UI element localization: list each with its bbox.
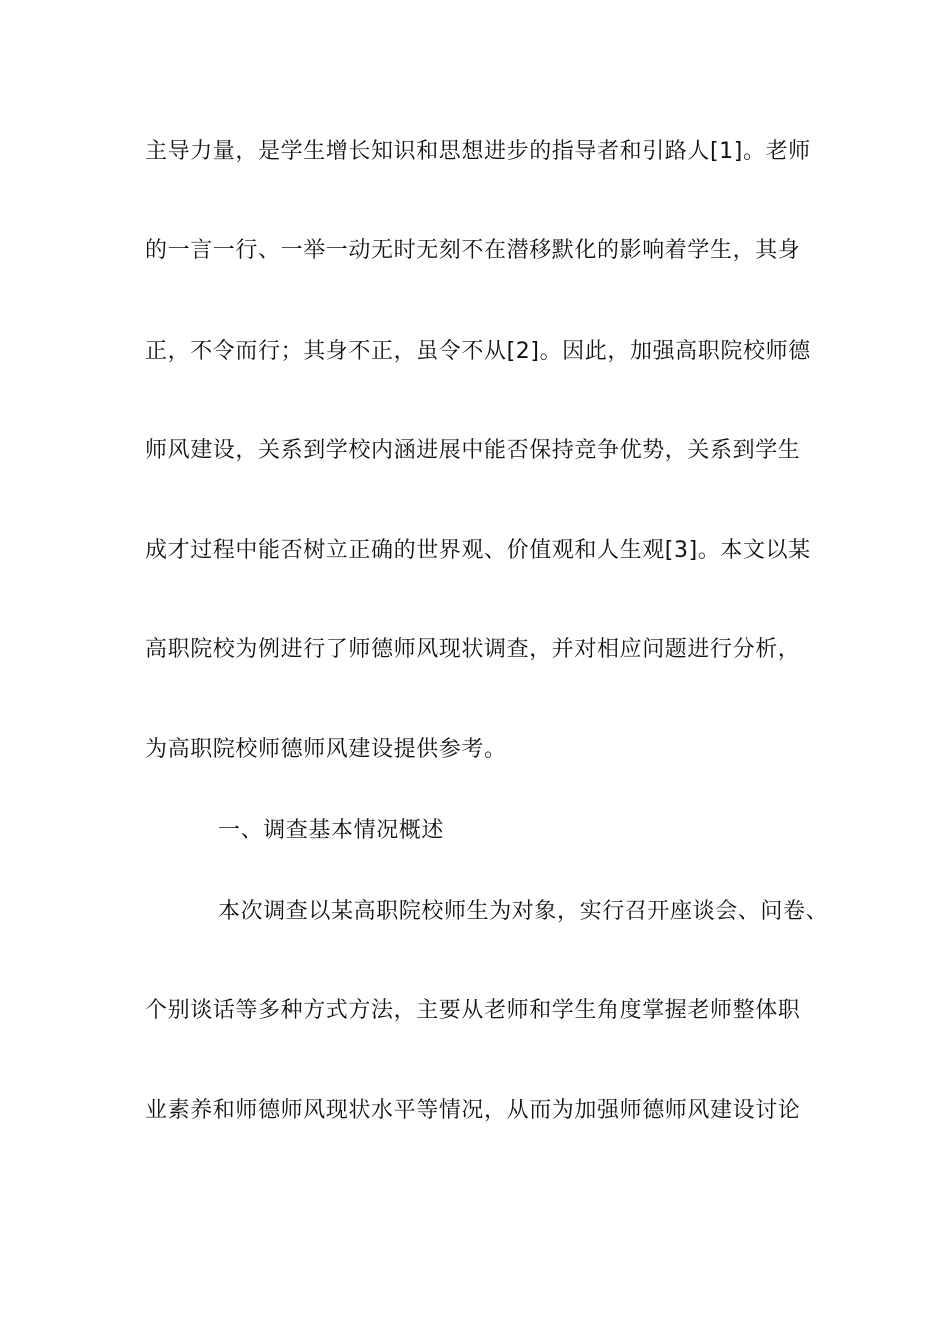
- paragraph-line: 高职院校为例进行了师德师风现状调查，并对相应问题进行分析，: [145, 637, 801, 662]
- paragraph-line: 本次调查以某高职院校师生为对象，实行召开座谈会、问卷、: [218, 899, 829, 924]
- paragraph-line: 成才过程中能否树立正确的世界观、价值观和人生观[3]。本文以某: [145, 538, 811, 563]
- paragraph-line: 的一言一行、一举一动无时无刻不在潜移默化的影响着学生，其身: [145, 238, 801, 263]
- section-heading: 一、调查基本情况概述: [218, 818, 445, 843]
- paragraph-line: 个别谈话等多种方式方法，主要从老师和学生角度掌握老师整体职: [145, 998, 801, 1023]
- paragraph-line: 师风建设，关系到学校内涵进展中能否保持竞争优势，关系到学生: [145, 438, 801, 463]
- paragraph-line: 正，不令而行；其身不正，虽令不从[2]。因此，加强高职院校师德: [145, 339, 811, 364]
- paragraph-line: 主导力量，是学生增长知识和思想进步的指导者和引路人[1]。老师: [145, 139, 811, 164]
- paragraph-line: 为高职院校师德师风建设提供参考。: [145, 737, 507, 762]
- paragraph-line: 业素养和师德师风现状水平等情况，从而为加强师德师风建设讨论: [145, 1098, 801, 1123]
